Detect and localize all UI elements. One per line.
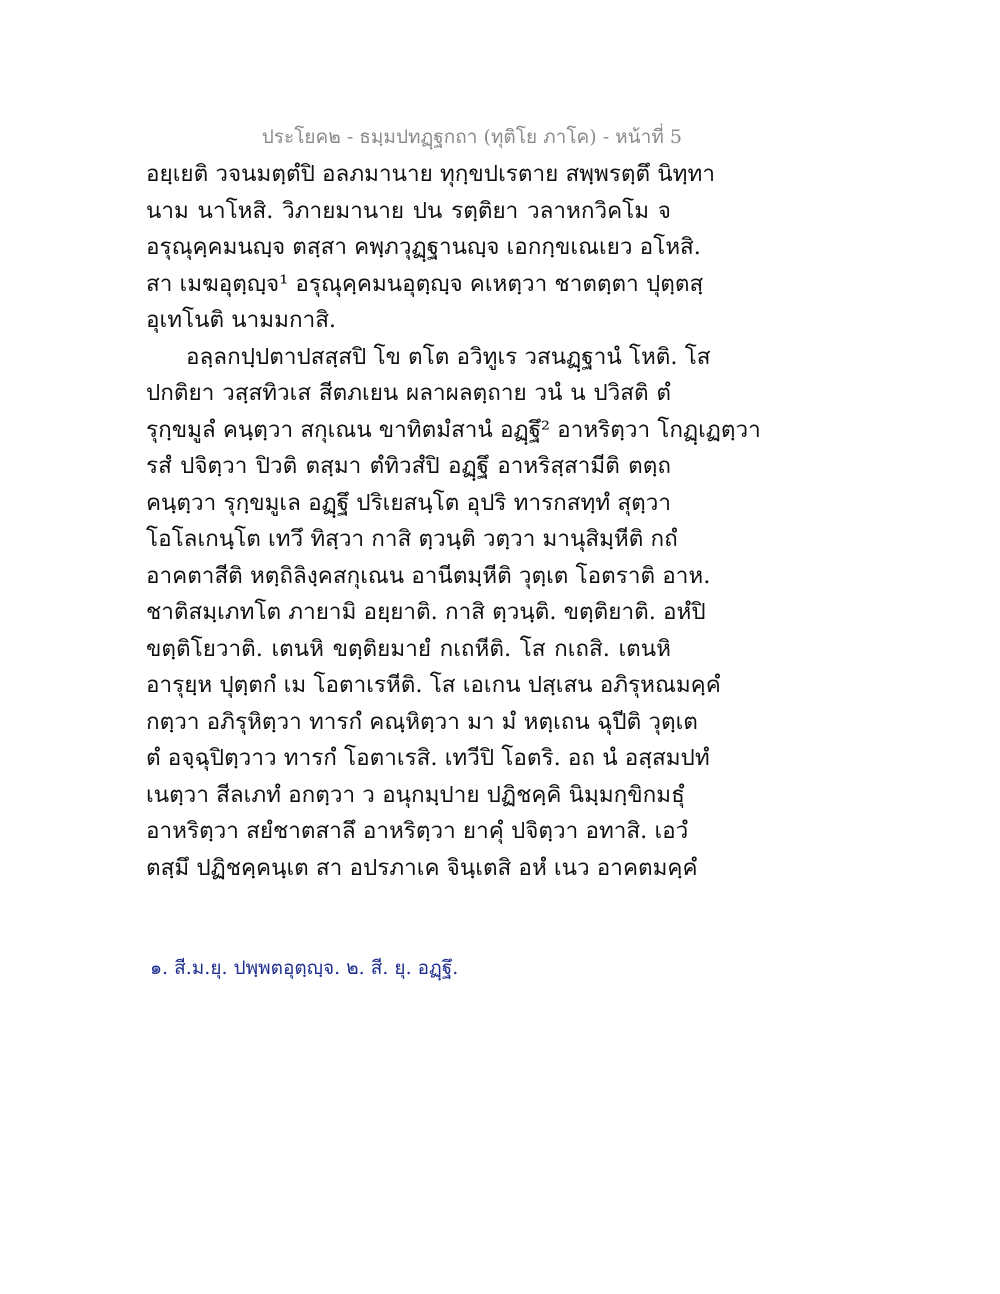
text-line: ชาติสมฺเภทโต ภายามิ อยฺยาติ. กาสิ ตฺวนฺติ. ขตฺติยาติ. อหํปิ [146,599,706,625]
text-line: กตฺวา อภิรุหิตฺวา ทารกํ คณฺหิตฺวา มา มํ หตฺเถน ฉุปีติ วุตฺเต [146,708,698,735]
text-line: สา เมฆอุตฺญฺจ¹ อรุณุคฺคมนอุตฺญฺจ คเหตฺวา ชาตตฺตา ปุตฺตสฺ [146,270,704,297]
text-line: ตสฺมึ ปฏิชคฺคนฺเต สา อปรภาเค จินฺเตสิ อหํ เนว อาคตมคฺคํ [146,854,698,881]
text-line: รุกฺขมูลํ คนฺตฺวา สกุเณน ขาทิตมํสานํ อฏฺฐึ² อาหริตฺวา โกฏฺเฏตฺวา [146,416,761,443]
text-line: อุเทโนติ นามมกาสิ. [146,307,337,333]
text-line: อรุณุคฺคมนญฺจ ตสฺสา คพฺภวุฏฺฐานญฺจ เอกกฺขเณเยว อโหสิ. [146,234,701,260]
text-line: ปกติยา วสฺสทิวเส สีตภเยน ผลาผลตฺถาย วนํ น ปวิสติ ตํ [146,380,671,406]
footnote: ๑. สี.ม.ยุ. ปพฺพตอุตฺญฺจ. ๒. สี. ยุ. อฏฺฐึ. [150,957,459,979]
text-line: คนฺตฺวา รุกฺขมูเล อฏฺฐึ ปริเยสนฺโต อุปริ ทารกสทฺทํ สุตฺวา [146,489,671,516]
body-text [146,156,761,886]
text-line: โอโลเกนฺโต เทวึ ทิสฺวา กาสิ ตฺวนฺติ วตฺวา มานุสิมฺหีติ กถํ [146,526,678,552]
text-line: ตํ อจฺฉุปิตฺวาว ทารกํ โอตาเรสิ. เทวีปิ โอตริ. อถ นํ อสฺสมปทํ [146,745,710,771]
text-line: อาหริตฺวา สยํชาตสาลึ อาหริตฺวา ยาคุํ ปจิตฺวา อทาสิ. เอวํ [146,818,689,844]
paragraph-2 [146,339,761,887]
text-line: รสํ ปจิตฺวา ปิวติ ตสฺมา ตํทิวสํปิ อฏฺฐึ อาหริสฺสามีติ ตตฺถ [146,453,671,479]
text-line: อลฺลกปฺปตาปสสฺสปิ โข ตโต อวิทูเร วสนฏฺฐานํ โหติ. โส [186,343,711,370]
text-line: ขตฺติโยวาติ. เตนหิ ขตฺติยมายํ กเถหีติ. โส กเถสิ. เตนหิ [146,635,671,662]
text-line: อยฺเยติ วจนมตฺตํปิ อลภมานาย ทุกฺขปเรตาย สพฺพรตฺตึ นิทฺทา [146,161,715,187]
paragraph-1 [146,156,715,339]
text-line: อารุยฺห ปุตฺตกํ เม โอตาเรหีติ. โส เอเกน ปสฺเสน อภิรุหณมคฺคํ [146,672,721,698]
text-line: อาคตาสีติ หตฺถิลิงฺคสกุเณน อานีตมฺหีติ วุตฺเต โอตราติ อาห. [146,562,711,589]
running-header: ประโยค๒ - ธมฺมปทฏฺฐกถา (ทุติโย ภาโค) - หน้าที่ 5 [261,126,682,148]
text-line: นาม นาโหสิ. วิภายมานาย ปน รตฺติยา วลาหกวิคโม จ [146,197,671,224]
text-line: เนตฺวา สีลเภทํ อกตฺวา ว อนุกมฺปาย ปฏิชคฺคิ นิมฺมกฺขิกมธุํ [146,781,685,808]
